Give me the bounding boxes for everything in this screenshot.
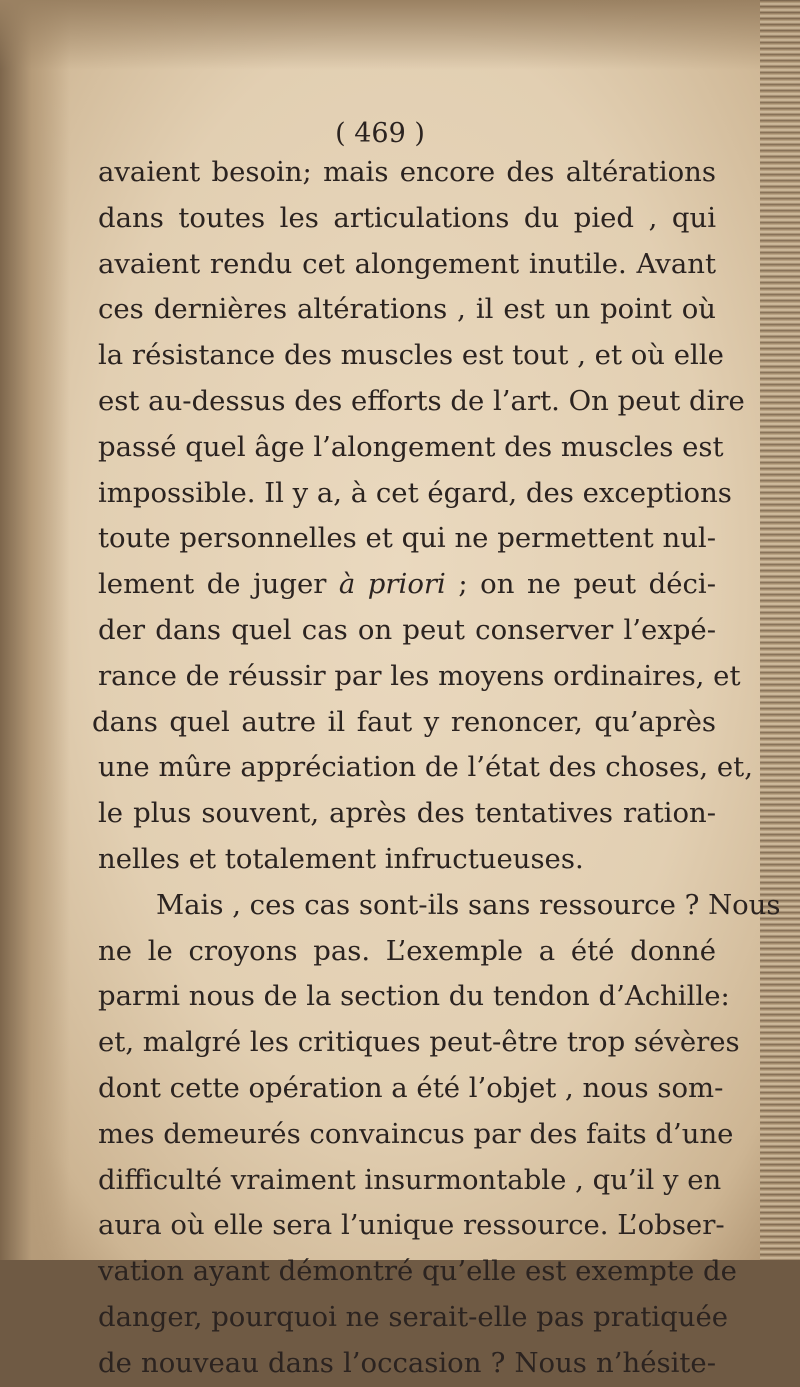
text-line: parmi nous de la section du tendon d’Achille: (98, 980, 730, 1013)
text-line: vation ayant démontré qu’elle est exempte de (98, 1255, 737, 1288)
text-line: nelles et totalement infructueuses. (98, 842, 584, 875)
text-line: passé quel âge l’alongement des muscles est (98, 430, 724, 463)
text-line: ces dernières altérations , il est un point où (98, 293, 716, 326)
text-line: impossible. Il y a, à cet égard, des exceptions (98, 476, 732, 509)
page-shadow-left (0, 0, 70, 1260)
page-shadow-top (0, 0, 800, 70)
text-line: dans quel autre il faut y renoncer, qu’après (92, 705, 716, 738)
text-line: une mûre appréciation de l’état des choses, et, (98, 751, 753, 784)
page-edges-right (760, 0, 800, 1260)
text-line: ne le croyons pas. L’exemple a été donné (98, 934, 716, 967)
text-line: der dans quel cas on peut conserver l’expé- (98, 613, 716, 646)
text-line: et, malgré les critiques peut-être trop sévères (98, 1026, 740, 1059)
body-text (92, 150, 781, 1387)
text-line: dont cette opération a été l’objet , nous som- (98, 1071, 724, 1104)
text-segment: lement de juger (98, 568, 339, 601)
paragraph-start-line: Mais , ces cas sont-ils sans ressource ? Nous (156, 888, 781, 921)
text-line: la résistance des muscles est tout , et où elle (98, 339, 724, 372)
page-number: ( 469 ) (335, 118, 425, 149)
text-line: aura où elle sera l’unique ressource. L’obser- (98, 1209, 725, 1242)
text-line: est au-dessus des efforts de l’art. On peut dire (98, 384, 745, 417)
text-line: toute personnelles et qui ne permettent nul- (98, 522, 716, 555)
italic-phrase: à priori (338, 568, 446, 601)
text-line: danger, pourquoi ne serait-elle pas pratiquée (98, 1300, 729, 1333)
text-line: avaient besoin; mais encore des altérations (98, 156, 716, 188)
text-segment: ; on ne peut déci- (445, 568, 716, 601)
text-line: dans toutes les articulations du pied , qui (98, 201, 716, 234)
text-line: mes demeurés convaincus par des faits d’une (98, 1117, 734, 1150)
text-line: de nouveau dans l’occasion ? Nous n’hésite- (98, 1346, 716, 1379)
text-line: difficulté vraiment insurmontable , qu’il y en (98, 1163, 722, 1196)
text-line-with-italic (98, 562, 716, 608)
text-line: avaient rendu cet alongement inutile. Avant (98, 247, 716, 280)
text-line: rance de réussir par les moyens ordinaires, et (98, 659, 741, 692)
text-line: le plus souvent, après des tentatives ration- (98, 797, 716, 830)
